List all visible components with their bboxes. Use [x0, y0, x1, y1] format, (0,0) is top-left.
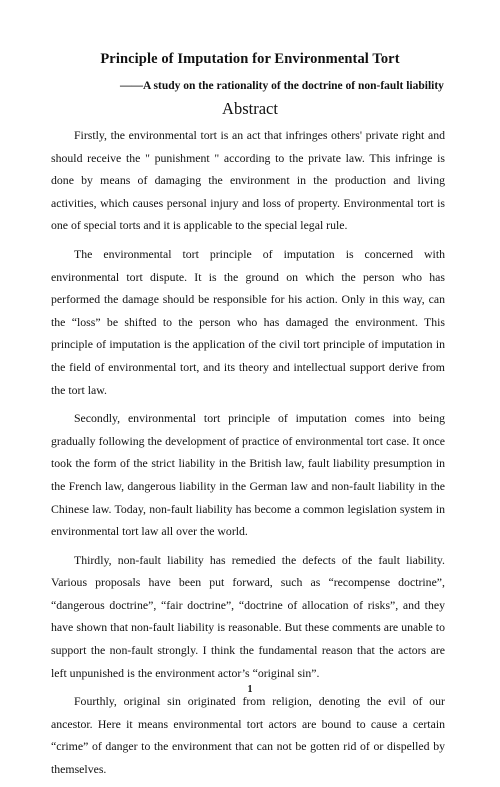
paper-title: Principle of Imputation for Environmental Tort — [100, 51, 400, 67]
abstract-paragraph: Thirdly, non-fault liability has remedied the defects of the fault liability. Various proposals have been put forward, such as “recompense doctrine”, “dangerous doctrine”, “fair doctrine”, “doctrine of allocation of risks”, and they have shown that non-fault liability is reasonable. But these comments are unable to support the non-fault strongly. I think the fundamental reason that the actors are left unpunished is the environment actor’s “original sin”. — [51, 552, 445, 680]
abstract-paragraph: Secondly, environmental tort principle of imputation comes into being gradually following the development of practice of environmental tort case. It once took the form of the strict liability in the British law, fault liability presumption in the French law, dangerous liability in the German law and non-fault liability in the Chinese law. Today, non-fault liability has become a common legislation system in environmental tort law all over the world. — [51, 411, 445, 539]
abstract-paragraph: Firstly, the environmental tort is an act that infringes others' private right and should receive the " punishment " according to the private law. This infringe is done by means of damaging the environment in the production and living activities, which causes personal injury and loss of property. Environmental tort is one of special torts and it is applicable to the special legal rule. — [51, 128, 445, 233]
abstract-heading: Abstract — [222, 99, 278, 118]
paper-subtitle: ——A study on the rationality of the doctrine of non-fault liability — [120, 80, 444, 92]
abstract-paragraph: The environmental tort principle of imputation is concerned with environmental tort dispute. It is the ground on which the person who has performed the damage should be responsible for his action. Only in this way, can the “loss” be shifted to the person who has damaged the environment. This principle of imputation is the application of the civil tort principle of imputation in the field of environmental tort, and its theory and intellectual support derive from the tort law. — [51, 246, 445, 397]
abstract-paragraph: Fourthly, original sin originated from religion, denoting the evil of our ancestor. Here it means environmental tort actors are bound to cause a certain “crime” of danger to the environment that can not be gotten rid of or dispelled by themselves. — [51, 694, 445, 777]
page-number: 1 — [247, 684, 253, 695]
